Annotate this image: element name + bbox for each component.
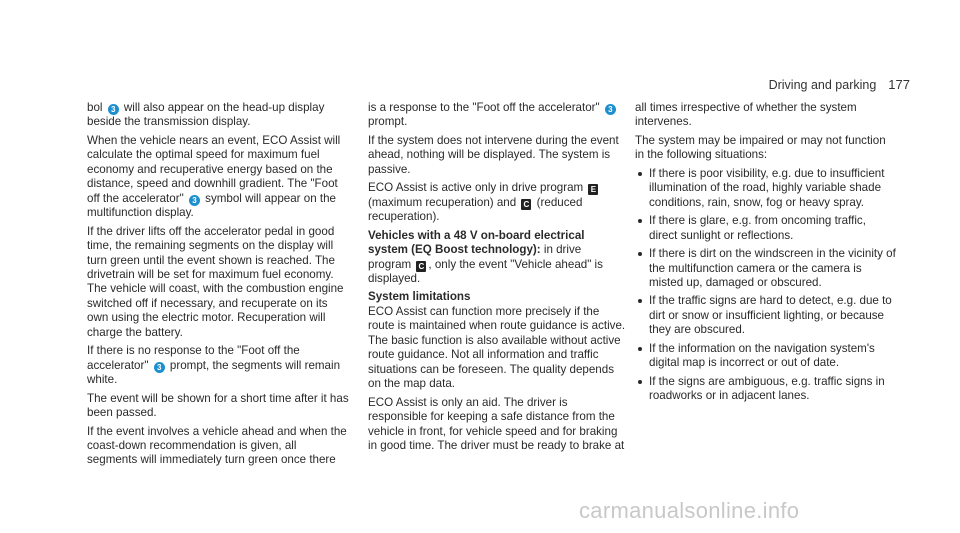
text-column-3 bbox=[635, 101, 897, 408]
paragraph: ECO Assist is active only in drive program E (maximum recuperation) and C (reduced recuperation). bbox=[368, 181, 626, 224]
text-column-2 bbox=[368, 101, 626, 457]
running-header bbox=[769, 77, 910, 92]
callout-number-icon: 3 bbox=[189, 195, 200, 206]
section-title: Driving and parking bbox=[768, 78, 877, 92]
drive-program-c-icon: C bbox=[521, 199, 531, 210]
paragraph: The event will be shown for a short time after it has been passed. bbox=[87, 391, 349, 420]
drive-program-e-icon: E bbox=[588, 184, 598, 195]
paragraph: Vehicles with a 48 V on-board electrical system (EQ Boost technology): in drive program C , only the event "Vehicle ahead" is displayed. bbox=[368, 228, 603, 285]
paragraph: bol 3 will also appear on the head-up display beside the transmission display. bbox=[87, 101, 325, 129]
callout-number-icon: 3 bbox=[154, 362, 165, 373]
paragraph: When the vehicle nears an event, ECO Assist will calculate the optimal speed for maximum fuel economy and recuperative energy based on the distance, speed and downhill gradient. The "Foot off the accelerator" 3 symbol will appear on the multifunction display. bbox=[87, 133, 341, 220]
page-number: 177 bbox=[888, 77, 910, 92]
paragraph: If there is no response to the "Foot off the accelerator" 3 prompt, the segments will remain white. bbox=[87, 344, 341, 387]
list-item: If the signs are ambiguous, e.g. traffic signs in roadworks or in adjacent lanes. bbox=[635, 375, 897, 404]
paragraph: If the driver lifts off the accelerator pedal in good time, the remaining segments on the display will turn green until the event shown is reached. The drivetrain will be set for maximum fuel economy. The vehicle will coast, with the combustion engine switched off if necessary, and recuperate on its own using the electric motor. Recuperation will charge the battery. bbox=[87, 224, 344, 339]
list-item: If there is dirt on the windscreen in the vicinity of the multifunction camera or the camera is misted up, damaged or obscured. bbox=[635, 247, 897, 290]
list-item: If the information on the navigation system's digital map is incorrect or out of date. bbox=[635, 342, 897, 371]
paragraph: ECO Assist can function more precisely if the route is maintained when route guidance is active. The basic function is also available without active route guidance. Not all information and traffic situations can be foreseen. The quality depends on the map data. bbox=[368, 304, 626, 391]
paragraph: If the event involves a vehicle ahead and when the coast-down recommendation is given, all segments will immediately turn green once there bbox=[87, 424, 347, 467]
paragraph: is a response to the "Foot off the accelerator" 3 prompt. bbox=[368, 101, 626, 130]
paragraph: all times irrespective of whether the system intervenes. bbox=[635, 101, 857, 129]
section-heading: System limitations bbox=[368, 290, 471, 304]
paragraph: If the system does not intervene during the event ahead, nothing will be displayed. The system is passive. bbox=[368, 133, 619, 176]
watermark: carmanualsonline.info bbox=[579, 498, 800, 523]
callout-number-icon: 3 bbox=[108, 104, 119, 115]
paragraph: The system may be impaired or may not function in the following situations: bbox=[635, 133, 886, 162]
list-item: If the traffic signs are hard to detect, e.g. due to dirt or snow or insufficient lighting, or because they are obscured. bbox=[635, 294, 897, 337]
text-column-1 bbox=[87, 101, 349, 472]
drive-program-c-icon: C bbox=[416, 261, 426, 272]
limitations-list bbox=[635, 167, 897, 404]
paragraph: ECO Assist is only an aid. The driver is responsible for keeping a safe distance from the vehicle in front, for vehicle speed and for braking in good time. The driver must be ready to brake at bbox=[368, 395, 625, 452]
list-item: If there is glare, e.g. from oncoming traffic, direct sunlight or reflections. bbox=[635, 214, 897, 243]
list-item: If there is poor visibility, e.g. due to insufficient illumination of the road, highly variable shade conditions, rain, snow, fog or heavy spray. bbox=[635, 167, 897, 210]
callout-number-icon: 3 bbox=[605, 104, 616, 115]
